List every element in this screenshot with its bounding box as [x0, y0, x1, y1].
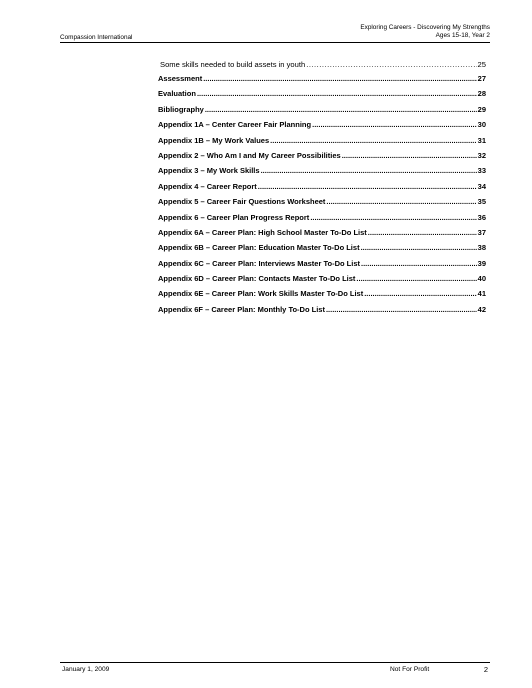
toc-entry-title: Appendix 6B – Career Plan: Education Master To-Do List: [158, 243, 360, 253]
toc-entry[interactable]: [158, 74, 486, 89]
toc-dot-leader: [368, 228, 477, 237]
toc-dot-leader: [203, 74, 476, 83]
toc-entry-page: 33: [477, 166, 486, 176]
toc-entry-page: 35: [477, 197, 486, 207]
page-header: [60, 24, 490, 43]
toc-entry[interactable]: [158, 259, 486, 274]
toc-entry-title: Assessment: [158, 74, 203, 83]
footer-date: January 1, 2009: [62, 666, 110, 673]
toc-dot-leader: [312, 120, 477, 129]
toc-entry-title: Appendix 4 – Career Report: [158, 181, 257, 191]
toc-entry-title: Bibliography: [158, 104, 204, 114]
toc-entry-title: Appendix 1B – My Work Values: [158, 135, 270, 145]
toc-dot-leader: [205, 105, 477, 114]
toc-entry-title: Appendix 6F – Career Plan: Monthly To-Do List: [158, 304, 325, 314]
toc-entry-title: Some skills needed to build assets in youth: [160, 60, 306, 69]
toc-entry[interactable]: [158, 166, 486, 181]
header-title-line2: Ages 15-18, Year 2: [435, 32, 490, 39]
toc-entry[interactable]: [158, 274, 486, 289]
toc-entry-page: 30: [477, 120, 486, 130]
footer-page-number: 2: [483, 665, 488, 674]
table-of-contents: [158, 60, 486, 320]
toc-entry-page: 29: [477, 104, 486, 114]
toc-entry-title: Appendix 3 – My Work Skills: [158, 166, 260, 176]
toc-dot-leader: [270, 136, 477, 145]
toc-entry[interactable]: [158, 136, 486, 151]
toc-entry-title: Appendix 6D – Career Plan: Contacts Master To-Do List: [158, 274, 356, 284]
footer-notice: Not For Profit: [390, 666, 430, 673]
toc-entry-page: 38: [477, 243, 486, 253]
toc-dot-leader: [361, 243, 477, 252]
toc-dot-leader: [342, 151, 477, 160]
toc-entry[interactable]: [158, 60, 486, 74]
toc-dot-leader: [326, 197, 476, 206]
toc-entry[interactable]: [158, 197, 486, 212]
toc-dot-leader: [197, 89, 477, 98]
toc-entry-page: 37: [477, 227, 486, 237]
toc-dot-leader: [310, 213, 476, 222]
toc-entry-title: Appendix 6E – Career Plan: Work Skills Master To-Do List: [158, 289, 364, 299]
toc-entry-page: 41: [477, 289, 486, 299]
toc-dot-leader: [261, 166, 477, 175]
toc-entry-page: 32: [477, 150, 486, 160]
toc-dot-leader: [258, 182, 477, 191]
toc-entry[interactable]: [158, 289, 486, 304]
header-title-line1: Exploring Careers - Discovering My Strengths: [360, 24, 490, 31]
toc-entry-title: Appendix 6C – Career Plan: Interviews Master To-Do List: [158, 258, 360, 268]
header-organization: Compassion International: [60, 34, 133, 41]
toc-entry[interactable]: [158, 105, 486, 120]
toc-entry[interactable]: [158, 120, 486, 135]
toc-dot-leader: [361, 259, 477, 268]
toc-entry[interactable]: [158, 228, 486, 243]
toc-entry-page: 39: [477, 258, 486, 268]
toc-entry[interactable]: [158, 151, 486, 166]
toc-entry-page: 42: [477, 304, 486, 314]
toc-entry-page: 34: [477, 181, 486, 191]
toc-entry[interactable]: [158, 243, 486, 258]
toc-entry-page: 28: [477, 89, 486, 99]
page-footer: [60, 662, 490, 677]
toc-entry-title: Appendix 2 – Who Am I and My Career Possibilities: [158, 150, 341, 160]
toc-entry-page: 40: [477, 274, 486, 284]
toc-entry[interactable]: [158, 305, 486, 320]
toc-entry-page: 27: [477, 74, 486, 83]
toc-entry-title: Appendix 6A – Career Plan: High School Master To-Do List: [158, 227, 367, 237]
toc-entry-title: Appendix 6 – Career Plan Progress Report: [158, 212, 310, 222]
toc-entry-title: Appendix 5 – Career Fair Questions Worksheet: [158, 197, 326, 207]
toc-entry-title: Evaluation: [158, 89, 196, 99]
toc-entry-page: 31: [477, 135, 486, 145]
toc-dot-leader: [326, 305, 477, 314]
toc-entry[interactable]: [158, 182, 486, 197]
toc-entry[interactable]: [158, 89, 486, 104]
toc-entry[interactable]: [158, 213, 486, 228]
toc-entry-page: 36: [477, 212, 486, 222]
toc-dot-leader: [356, 274, 476, 283]
toc-dot-leader: [306, 60, 476, 69]
header-title-block: [360, 24, 490, 40]
toc-entry-title: Appendix 1A – Center Career Fair Planning: [158, 120, 312, 130]
toc-dot-leader: [364, 289, 476, 298]
toc-entry-page: 25: [477, 60, 486, 69]
